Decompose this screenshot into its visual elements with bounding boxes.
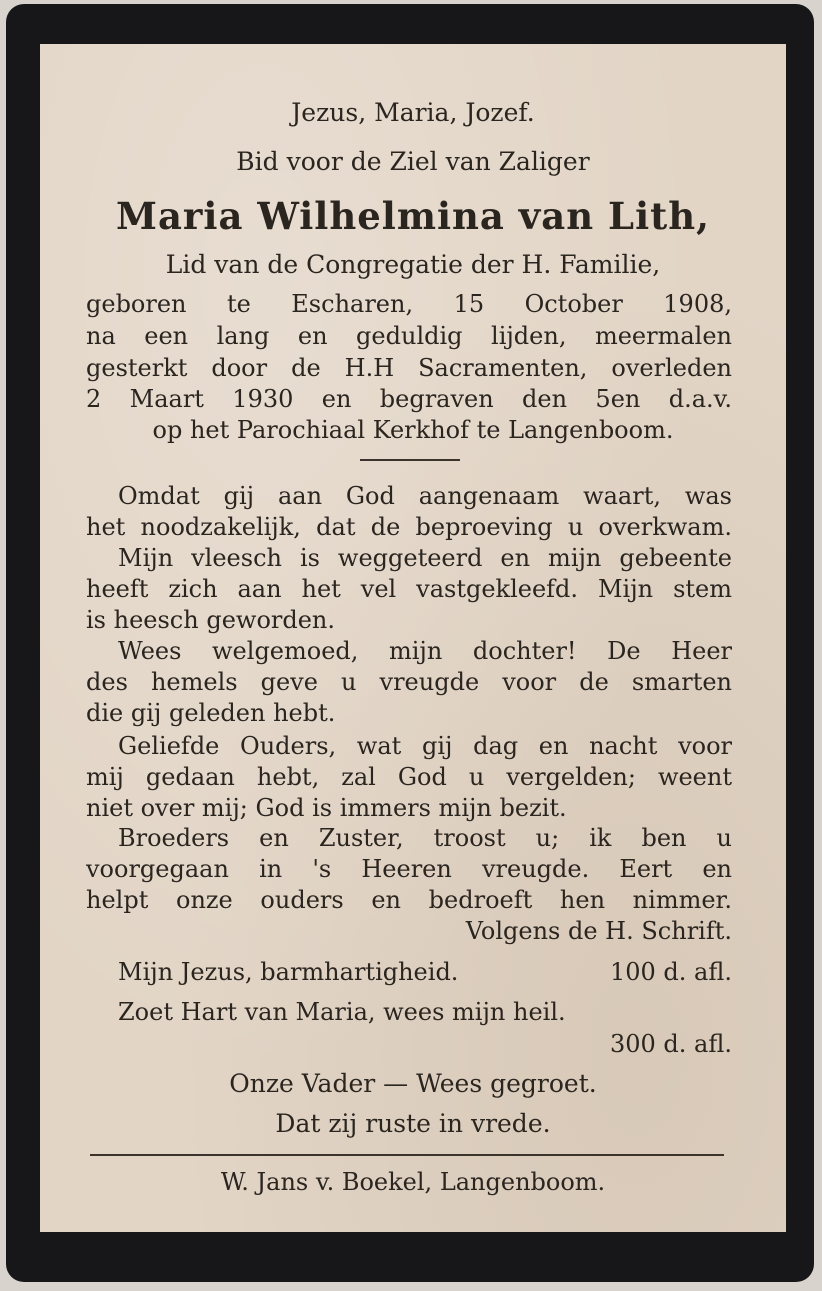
deceased-name: Maria Wilhelmina van Lith,	[115, 194, 710, 238]
divider-long	[90, 1154, 724, 1156]
closing-prayers: Onze Vader — Wees gegroet.	[229, 1069, 597, 1098]
membership-line: Lid van de Congregatie der H. Familie,	[165, 250, 661, 279]
indulgence-value: 300 d. afl.	[609, 1030, 732, 1058]
passage-line: Mijn vleesch is weggeteerd en mijn gebeente	[118, 544, 732, 572]
scripture-source: Volgens de H. Schrift.	[465, 917, 732, 945]
passage-line: Broeders en Zuster, troost u; ik ben u	[118, 824, 732, 852]
indulgence-prayer: Mijn Jezus, barmhartigheid.	[118, 958, 459, 986]
biography-line: geboren te Escharen, 15 October 1908,	[86, 290, 732, 318]
indulgence-prayer: Zoet Hart van Maria, wees mijn heil.	[118, 998, 566, 1026]
passage-line: Omdat gij aan God aangenaam waart, was	[118, 482, 732, 510]
biography-line: op het Parochiaal Kerkhof te Langenboom.	[152, 416, 674, 444]
biography-line: gesterkt door de H.H Sacramenten, overleden	[86, 354, 732, 382]
divider-short	[360, 459, 460, 461]
biography-line: 2 Maart 1930 en begraven den 5en d.a.v.	[86, 385, 732, 413]
memorial-card	[6, 4, 814, 1282]
printer-imprint: W. Jans v. Boekel, Langenboom.	[220, 1168, 606, 1196]
passage-line: Geliefde Ouders, wat gij dag en nacht voor	[118, 732, 732, 760]
prayer-intro: Bid voor de Ziel van Zaliger	[236, 147, 590, 176]
passage-line: niet over mij; God is immers mijn bezit.	[86, 794, 567, 822]
passage-line: voorgegaan in 's Heeren vreugde. Eert en	[86, 855, 732, 883]
invocation: Jezus, Maria, Jozef.	[291, 98, 535, 127]
biography-line: na een lang en geduldig lijden, meermalen	[86, 322, 732, 350]
passage-line: het noodzakelijk, dat de beproeving u overkwam.	[86, 513, 732, 541]
passage-line: des hemels geve u vreugde voor de smarten	[86, 668, 732, 696]
passage-line: heeft zich aan het vel vastgekleefd. Mijn stem	[86, 575, 732, 603]
card-paper	[40, 44, 786, 1232]
passage-line: die gij geleden hebt.	[86, 699, 336, 727]
passage-line: Wees welgemoed, mijn dochter! De Heer	[118, 637, 732, 665]
closing-rest: Dat zij ruste in vrede.	[275, 1109, 551, 1138]
passage-line: is heesch geworden.	[86, 606, 336, 634]
passage-line: mij gedaan hebt, zal God u vergelden; weent	[86, 763, 732, 791]
passage-line: helpt onze ouders en bedroeft hen nimmer.	[86, 886, 732, 914]
indulgence-value: 100 d. afl.	[609, 958, 732, 986]
